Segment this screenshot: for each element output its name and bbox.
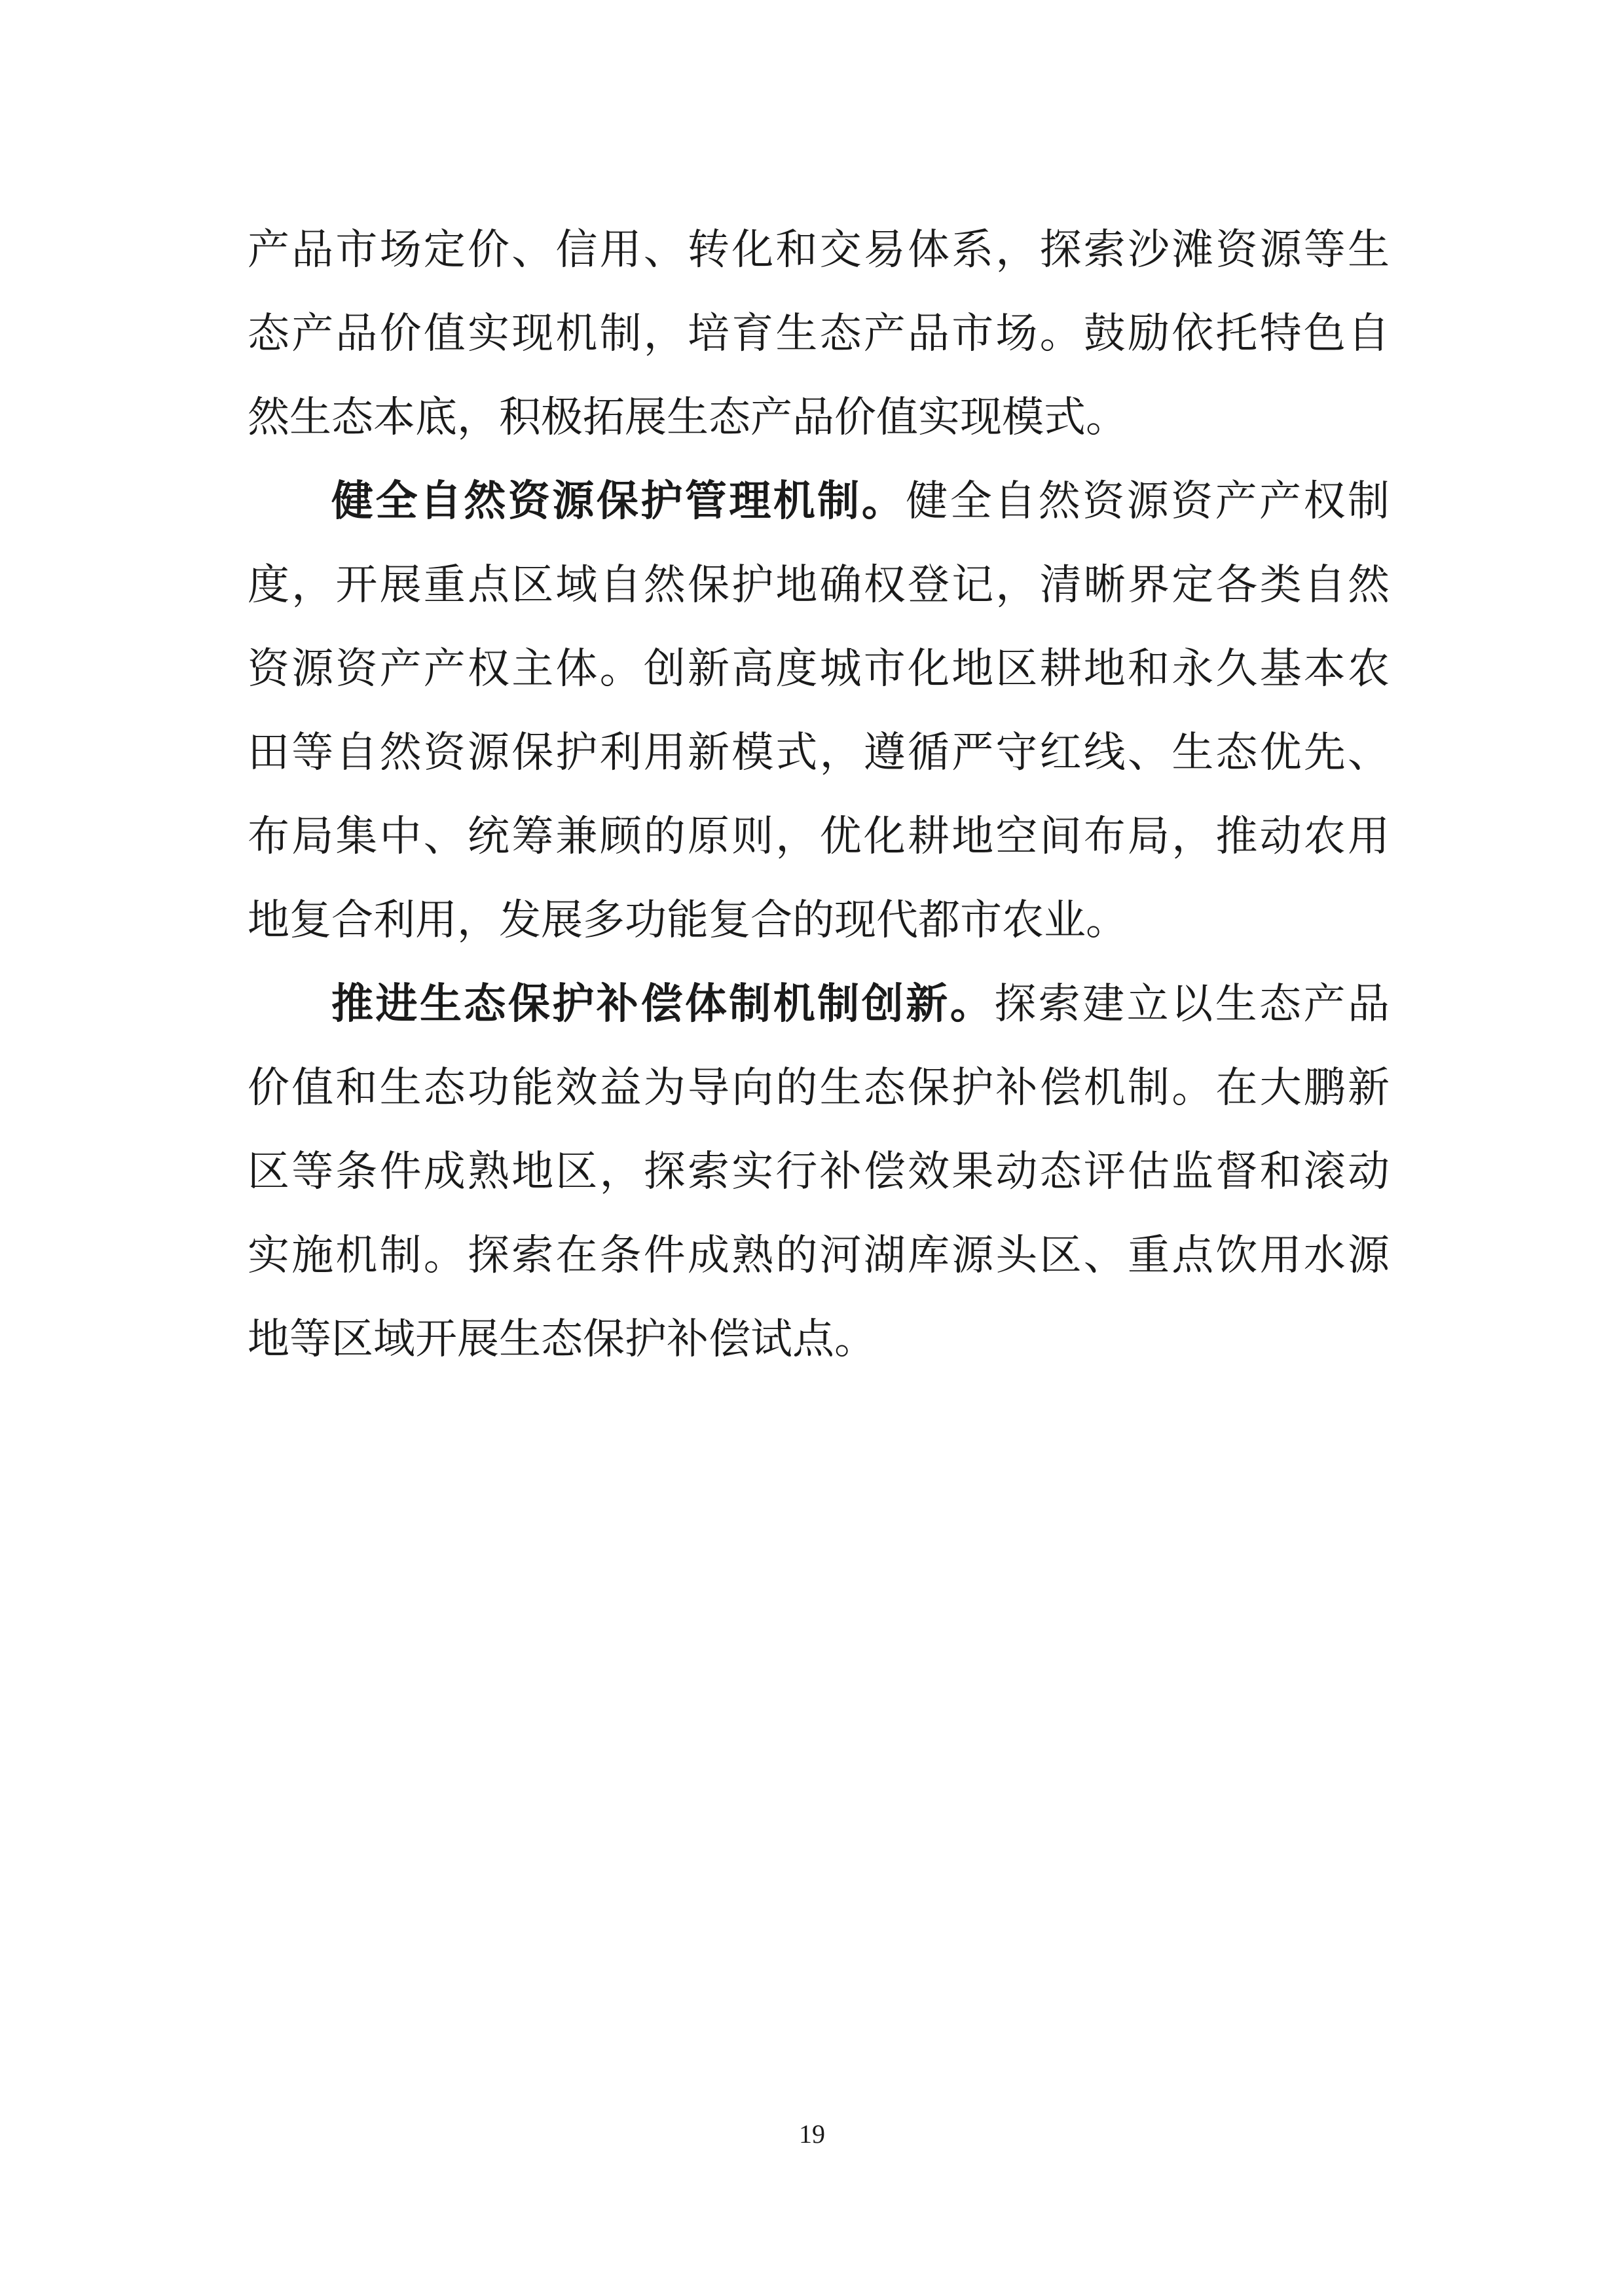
- text-line: 度，开展重点区域自然保护地确权登记，清晰界定各类自然: [248, 561, 1390, 610]
- text-line: 实施机制。探索在条件成熟的河湖库源头区、重点饮用水源: [248, 1231, 1390, 1280]
- text-line: 田等自然资源保护利用新模式，遵循严守红线、生态优先、: [248, 729, 1390, 777]
- text-line: 资源资产产权主体。创新高度城市化地区耕地和永久基本农: [248, 645, 1390, 693]
- text-line: 产品市场定价、信用、转化和交易体系，探索沙滩资源等生: [248, 226, 1390, 274]
- text-line: 布局集中、统筹兼顾的原则，优化耕地空间布局，推动农用: [248, 812, 1390, 861]
- text-line: 价值和生态功能效益为导向的生态保护补偿机制。在大鹏新: [248, 1064, 1390, 1112]
- text-line: 地复合利用，发展多功能复合的现代都市农业。: [248, 896, 1128, 945]
- text-line: 区等条件成熟地区，探索实行补偿效果动态评估监督和滚动: [248, 1148, 1390, 1196]
- text-line: 地等区域开展生态保护补偿试点。: [248, 1315, 876, 1364]
- text-line: [248, 962, 1390, 1046]
- text-line: [248, 460, 1390, 543]
- paragraph-heading: 推进生态保护补偿体制机制创新。: [331, 979, 995, 1029]
- paragraph-3: [248, 962, 1390, 1381]
- paragraph-text: 健全自然资源资产产权制: [906, 477, 1390, 526]
- paragraph-2: [248, 460, 1390, 962]
- paragraph-heading: 健全自然资源保护管理机制。: [331, 477, 906, 526]
- text-line: 态产品价值实现机制，培育生态产品市场。鼓励依托特色自: [248, 310, 1390, 358]
- text-line: 然生态本底，积极拓展生态产品价值实现模式。: [248, 393, 1128, 442]
- document-body: [248, 208, 1390, 1381]
- paragraph-text: 探索建立以生态产品: [994, 980, 1390, 1029]
- page-number: 19: [799, 2119, 825, 2149]
- paragraph-1: [248, 208, 1390, 460]
